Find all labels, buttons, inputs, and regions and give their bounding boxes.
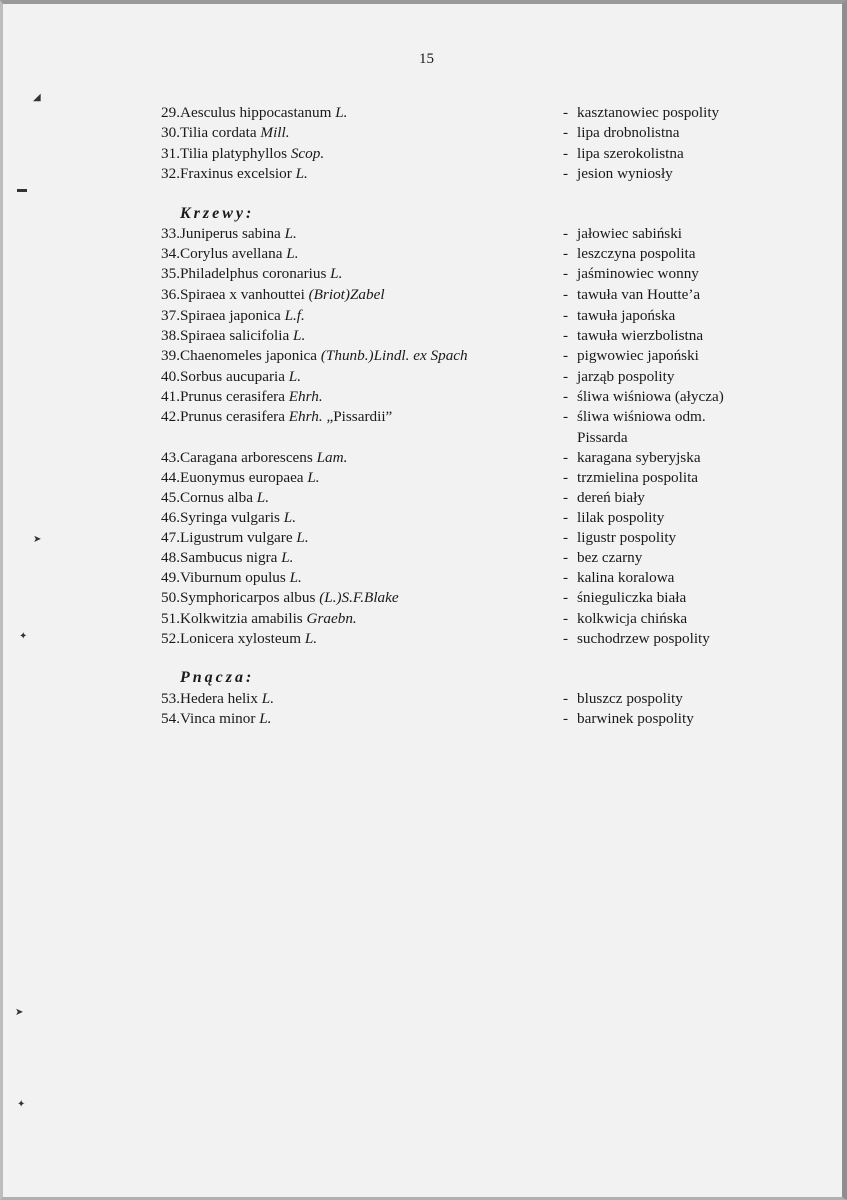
item-number: 47.	[161, 529, 180, 546]
species-author: L.	[330, 265, 343, 282]
latin-name	[161, 629, 561, 649]
separator-dash: -	[563, 104, 569, 121]
species-author: L.	[261, 690, 275, 707]
scan-mark: ➤	[15, 1007, 24, 1018]
latin-name	[161, 468, 561, 488]
separator-dash: -	[563, 569, 569, 586]
species-name: Cornus alba	[179, 489, 257, 506]
latin-name	[161, 609, 561, 629]
separator-dash: -	[563, 529, 569, 546]
species-name: Chaenomeles japonica	[179, 347, 321, 364]
item-number: 29.	[161, 104, 180, 121]
list-item	[161, 468, 699, 488]
item-number: 46.	[161, 509, 180, 526]
polish-name: lipa szerokolistna	[577, 144, 684, 162]
species-author: L.	[304, 630, 318, 647]
list-item	[161, 448, 701, 468]
species-author: L.	[286, 245, 299, 262]
separator-dash: -	[563, 368, 569, 385]
item-number: 38.	[161, 327, 180, 344]
list-item	[161, 123, 680, 143]
polish-name: jaśminowiec wonny	[577, 265, 699, 282]
separator-dash: -	[563, 144, 569, 162]
list-item-continuation: Pissarda	[577, 429, 628, 446]
species-author: Graebn.	[306, 610, 357, 627]
species-author: (L.)S.F.Blake	[319, 589, 399, 606]
polish-name: suchodrzew pospolity	[577, 630, 710, 647]
latin-name	[161, 387, 561, 407]
list-item	[161, 689, 683, 709]
item-number: 32.	[161, 164, 180, 182]
species-name: Kolkwitzia amabilis	[179, 610, 307, 627]
item-number: 34.	[161, 245, 180, 262]
latin-name	[161, 367, 561, 387]
separator-dash: -	[563, 469, 569, 486]
species-author: Scop.	[290, 144, 325, 162]
scan-mark: ➤	[33, 534, 42, 545]
list-item	[161, 367, 675, 387]
scan-mark: ◢	[33, 92, 41, 103]
polish-name: tawuła van Houtte’a	[577, 286, 701, 303]
species-name: Ligustrum vulgare	[179, 529, 297, 546]
species-name: Spiraea salicifolia	[179, 327, 294, 344]
list-item	[161, 164, 673, 184]
separator-dash: -	[563, 388, 569, 405]
species-name: Sambucus nigra	[179, 549, 282, 566]
latin-name	[161, 709, 561, 729]
latin-name	[161, 407, 561, 427]
item-number: 53.	[161, 690, 180, 707]
separator-dash: -	[563, 347, 569, 364]
latin-name	[161, 306, 561, 326]
species-author: L.	[288, 368, 302, 385]
species-author: L.	[284, 225, 297, 242]
polish-name: lipa drobnolistna	[577, 124, 680, 142]
item-number: 35.	[161, 265, 180, 282]
item-number: 36.	[161, 286, 180, 303]
item-number: 44.	[161, 469, 180, 486]
list-item	[161, 103, 720, 123]
species-name: Spiraea x vanhouttei	[179, 286, 309, 303]
separator-dash: -	[563, 408, 569, 425]
species-author: L.	[259, 710, 272, 728]
species-name: Aesculus hippocastanum	[179, 104, 336, 121]
species-author: L.	[281, 549, 294, 566]
list-item	[161, 346, 699, 366]
latin-name	[161, 326, 561, 346]
list-item	[161, 709, 694, 729]
scan-mark: ▬	[17, 184, 27, 195]
species-author: L.	[283, 509, 297, 526]
species-name: Prunus cerasifera	[179, 408, 289, 425]
separator-dash: -	[563, 630, 569, 647]
list-item	[161, 285, 701, 305]
polish-name: śnieguliczka biała	[577, 589, 687, 606]
latin-name	[161, 568, 561, 588]
separator-dash: -	[563, 449, 569, 466]
separator-dash: -	[563, 509, 569, 526]
species-name: Caragana arborescens	[179, 449, 317, 466]
item-number: 41.	[161, 388, 180, 405]
list-item	[161, 609, 688, 629]
latin-name	[161, 528, 561, 548]
separator-dash: -	[563, 589, 569, 606]
item-number: 43.	[161, 449, 180, 466]
list-item	[161, 144, 684, 164]
polish-name: leszczyna pospolita	[577, 245, 696, 262]
item-number: 51.	[161, 610, 180, 627]
latin-name	[161, 689, 561, 709]
polish-name: śliwa wiśniowa odm.	[577, 408, 706, 425]
separator-dash: -	[563, 225, 569, 242]
polish-name: pigwowiec japoński	[577, 347, 699, 364]
list-item	[161, 488, 645, 508]
item-number: 30.	[161, 124, 180, 142]
separator-dash: -	[563, 245, 569, 262]
polish-name: tawuła wierzbolistna	[577, 327, 704, 344]
item-number: 31.	[161, 144, 180, 162]
species-author: L.	[295, 164, 308, 182]
species-author: L.	[289, 569, 302, 586]
species-author: Ehrh.	[288, 388, 323, 405]
separator-dash: -	[563, 327, 569, 344]
separator-dash: -	[563, 710, 569, 728]
page-number: 15	[419, 51, 434, 67]
separator-dash: -	[563, 265, 569, 282]
latin-name	[161, 224, 561, 244]
list-item	[161, 224, 683, 244]
separator-dash: -	[563, 124, 569, 142]
latin-name	[161, 508, 561, 528]
latin-name	[161, 144, 561, 164]
species-author: L.f.	[284, 307, 305, 324]
polish-name: tawuła japońska	[577, 307, 676, 324]
species-name: Symphoricarpos albus	[179, 589, 320, 606]
list-item	[161, 528, 677, 548]
species-name: Spiraea japonica	[179, 307, 285, 324]
separator-dash: -	[563, 489, 569, 506]
item-number: 40.	[161, 368, 180, 385]
species-author: L.	[256, 489, 270, 506]
cultivar-name: „Pissardii”	[322, 408, 393, 425]
item-number: 42.	[161, 408, 180, 425]
latin-name	[161, 588, 561, 608]
species-name: Sorbus aucuparia	[179, 368, 289, 385]
polish-name: barwinek pospolity	[577, 710, 694, 728]
latin-name	[161, 103, 561, 123]
latin-name	[161, 346, 561, 366]
species-name: Lonicera xylosteum	[179, 630, 305, 647]
species-author: Mill.	[260, 124, 290, 142]
species-name: Hedera helix	[179, 690, 262, 707]
section-heading-climbers: Pnącza:	[180, 669, 255, 686]
species-author: Lam.	[316, 449, 348, 466]
polish-name: karagana syberyjska	[577, 449, 701, 466]
item-number: 54.	[161, 710, 180, 728]
species-name: Juniperus sabina	[179, 225, 285, 242]
item-number: 52.	[161, 630, 180, 647]
item-number: 50.	[161, 589, 180, 606]
latin-name	[161, 448, 561, 468]
list-item	[161, 407, 706, 427]
polish-name: bez czarny	[577, 549, 643, 566]
separator-dash: -	[563, 690, 569, 707]
species-name: Prunus cerasifera	[179, 388, 289, 405]
item-number: 33.	[161, 225, 180, 242]
list-item	[161, 387, 724, 407]
item-number: 39.	[161, 347, 180, 364]
polish-name: kasztanowiec pospolity	[577, 104, 720, 121]
polish-name: jesion wyniosły	[577, 164, 673, 182]
scan-mark: ✦	[19, 631, 28, 642]
list-item	[161, 588, 687, 608]
scan-mark: ✦	[17, 1099, 26, 1110]
species-name: Corylus avellana	[179, 245, 287, 262]
species-name: Viburnum opulus	[179, 569, 290, 586]
species-name: Philadelphus coronarius	[179, 265, 331, 282]
species-name: Vinca minor	[179, 710, 260, 728]
species-author: Ehrh.	[288, 408, 323, 425]
separator-dash: -	[563, 610, 569, 627]
species-name: Tilia platyphyllos	[179, 144, 291, 162]
list-item	[161, 244, 696, 264]
polish-name: kalina koralowa	[577, 569, 675, 586]
latin-name	[161, 244, 561, 264]
species-name: Syringa vulgaris	[179, 509, 284, 526]
list-item	[161, 568, 675, 588]
item-number: 45.	[161, 489, 180, 506]
list-item	[161, 326, 704, 346]
separator-dash: -	[563, 549, 569, 566]
item-number: 49.	[161, 569, 180, 586]
list-item	[161, 508, 665, 528]
list-item	[161, 264, 699, 284]
polish-name: ligustr pospolity	[577, 529, 677, 546]
polish-name: śliwa wiśniowa (ałycza)	[577, 388, 724, 405]
species-name: Fraxinus excelsior	[179, 164, 296, 182]
latin-name	[161, 488, 561, 508]
latin-name	[161, 548, 561, 568]
species-author: L.	[335, 104, 348, 121]
item-number: 48.	[161, 549, 180, 566]
species-author: L.	[307, 469, 320, 486]
polish-name: dereń biały	[577, 489, 645, 506]
species-name: Tilia cordata	[179, 124, 261, 142]
latin-name	[161, 264, 561, 284]
separator-dash: -	[563, 307, 569, 324]
polish-name: trzmielina pospolita	[577, 469, 699, 486]
item-number: 37.	[161, 307, 180, 324]
polish-name: lilak pospolity	[577, 509, 665, 526]
separator-dash: -	[563, 164, 569, 182]
species-author: L.	[293, 327, 306, 344]
section-heading-shrubs: Krzewy:	[180, 205, 255, 222]
polish-name: kolkwicja chińska	[577, 610, 688, 627]
list-item	[161, 548, 643, 568]
species-author: L.	[296, 529, 309, 546]
species-author: (Briot)Zabel	[308, 286, 385, 303]
polish-name: jałowiec sabiński	[577, 225, 683, 242]
species-name: Euonymus europaea	[179, 469, 308, 486]
list-item	[161, 306, 676, 326]
latin-name	[161, 285, 561, 305]
species-author: (Thunb.)Lindl. ex Spach	[320, 347, 468, 364]
polish-name: bluszcz pospolity	[577, 690, 683, 707]
polish-name: jarząb pospolity	[577, 368, 675, 385]
latin-name	[161, 123, 561, 143]
separator-dash: -	[563, 286, 569, 303]
list-item	[161, 629, 710, 649]
latin-name	[161, 164, 561, 184]
